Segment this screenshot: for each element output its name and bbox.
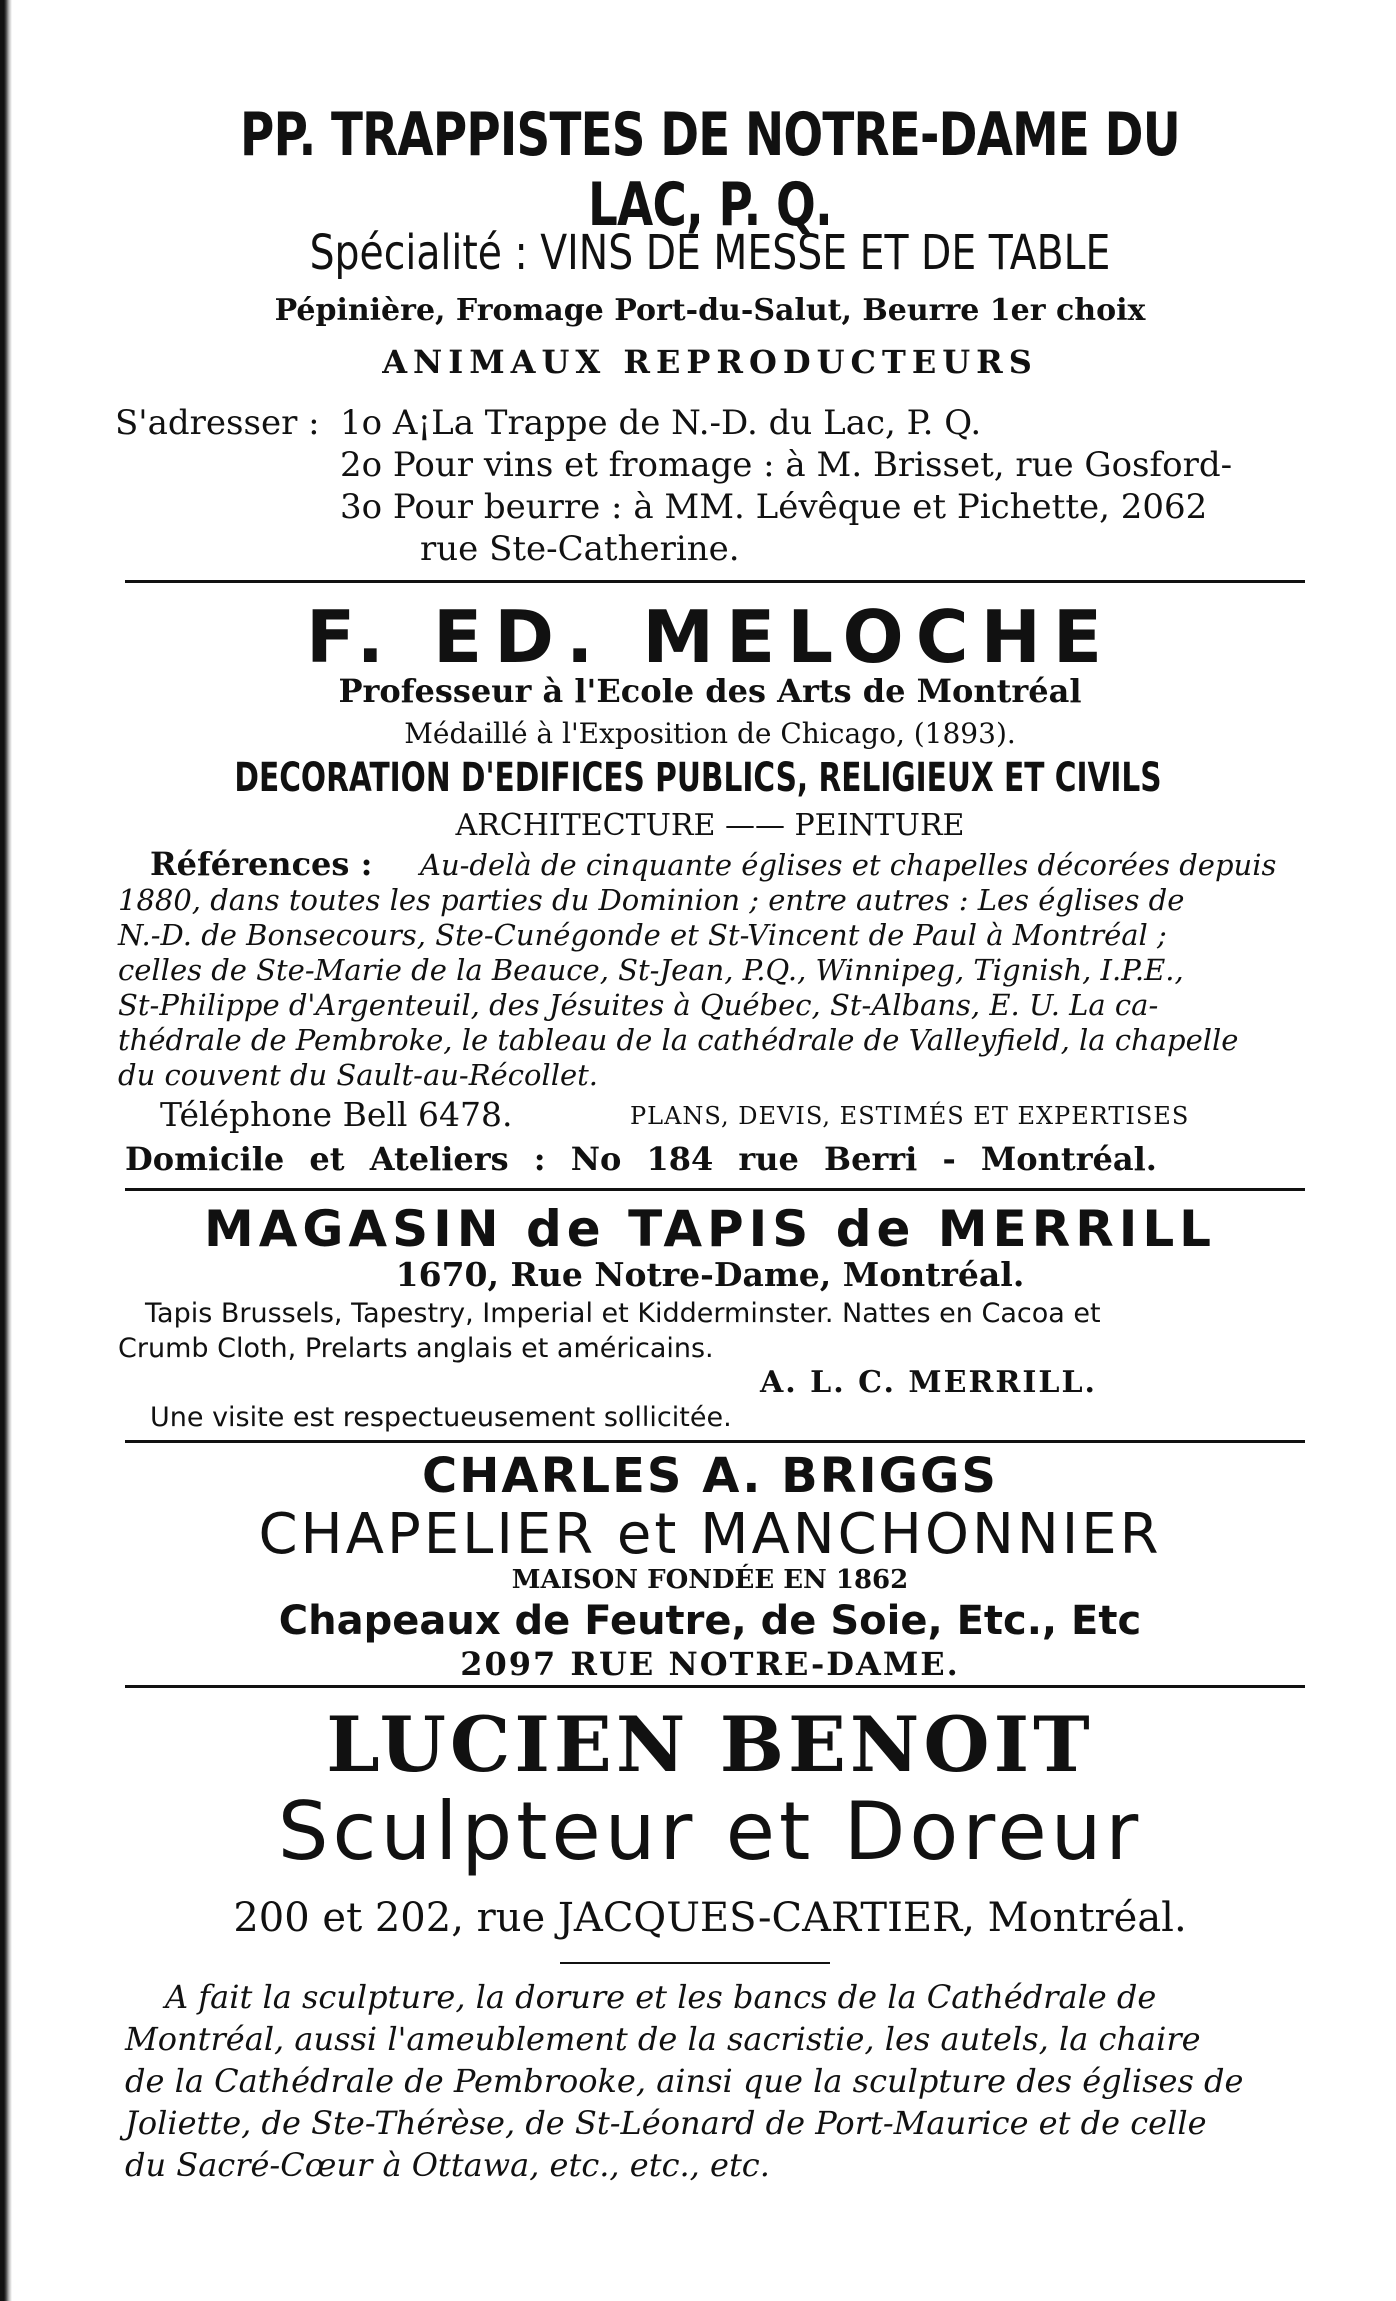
references-label: Références : xyxy=(150,845,373,883)
briggs-trade: CHAPELIER et MANCHONNIER xyxy=(258,1502,1162,1567)
benoit-desc-line: de la Cathédrale de Pembrooke, ainsi que la sculpture des églises de xyxy=(125,2062,1244,2100)
address-line: 1o A¡La Trappe de N.-D. du Lac, P. Q. xyxy=(340,403,982,443)
address-line: 2o Pour vins et fromage : à M. Brisset, rue Gosford- xyxy=(340,445,1233,485)
meloche-name: F. ED. MELOCHE xyxy=(305,595,1115,679)
references-line: N.-D. de Bonsecours, Ste-Cunégonde et St-Vincent de Paul à Montréal ; xyxy=(118,918,1167,952)
briggs-founded: MAISON FONDÉE EN 1862 xyxy=(511,1565,909,1595)
benoit-desc-line: du Sacré-Cœur à Ottawa, etc., etc., etc. xyxy=(125,2146,770,2184)
divider xyxy=(125,580,1305,583)
merrill-signature: A. L. C. MERRILL. xyxy=(760,1365,1097,1400)
references-line: St-Philippe d'Argenteuil, des Jésuites à Québec, St-Albans, E. U. La ca- xyxy=(118,988,1159,1022)
meloche-phone: Téléphone Bell 6478. xyxy=(160,1095,513,1134)
briggs-name: CHARLES A. BRIGGS xyxy=(422,1448,998,1504)
briggs-hats: Chapeaux de Feutre, de Soie, Etc., Etc xyxy=(278,1598,1142,1644)
meloche-role: Professeur à l'Ecole des Arts de Montréal xyxy=(338,672,1082,710)
references-line: celles de Ste-Marie de la Beauce, St-Jean, P.Q., Winnipeg, Tignish, I.P.E., xyxy=(118,953,1184,987)
references-line: 1880, dans toutes les parties du Dominion ; entre autres : Les églises de xyxy=(118,883,1185,917)
trappistes-specialty: Spécialité : VINS DE MESSE ET DE TABLE xyxy=(309,225,1111,281)
benoit-desc-line: A fait la sculpture, la dorure et les bancs de la Cathédrale de xyxy=(165,1978,1157,2016)
divider xyxy=(125,1188,1305,1191)
meloche-medal: Médaillé à l'Exposition de Chicago, (1893). xyxy=(404,717,1016,750)
benoit-desc-line: Montréal, aussi l'ameublement de la sacristie, les autels, la chaire xyxy=(125,2020,1201,2058)
benoit-address: 200 et 202, rue JACQUES-CARTIER, Montréal. xyxy=(233,1895,1187,1941)
address-line: rue Ste-Catherine. xyxy=(420,529,740,569)
briggs-address: 2097 RUE NOTRE-DAME. xyxy=(460,1645,960,1683)
short-divider xyxy=(560,1962,830,1964)
benoit-trade: Sculpteur et Doreur xyxy=(277,1785,1143,1878)
divider xyxy=(125,1685,1305,1688)
page-binding-edge xyxy=(0,0,12,2301)
meloche-domicile: Domicile et Ateliers : No 184 rue Berri - Montréal. xyxy=(125,1140,1157,1178)
address-line: 3o Pour beurre : à MM. Lévêque et Pichette, 2062 xyxy=(340,487,1208,527)
meloche-arch: ARCHITECTURE —— PEINTURE xyxy=(455,808,965,843)
references-line: du couvent du Sault-au-Récollet. xyxy=(118,1058,599,1092)
trappistes-products: Pépinière, Fromage Port-du-Salut, Beurre 1er choix xyxy=(274,293,1146,328)
merrill-visit: Une visite est respectueusement sollicitée. xyxy=(150,1402,732,1433)
merrill-address: 1670, Rue Notre-Dame, Montréal. xyxy=(395,1255,1025,1294)
benoit-name: LUCIEN BENOIT xyxy=(326,1700,1094,1789)
trappistes-title: PP. TRAPPISTES DE NOTRE-DAME DU LAC, P. Q. xyxy=(240,100,1180,240)
trappistes-animals: ANIMAUX REPRODUCTEURS xyxy=(382,343,1038,381)
meloche-plans: PLANS, DEVIS, ESTIMÉS ET EXPERTISES xyxy=(630,1102,1190,1130)
merrill-line: Crumb Cloth, Prelarts anglais et américains. xyxy=(118,1333,714,1364)
references-line: Au-delà de cinquante églises et chapelles décorées depuis xyxy=(420,848,1277,882)
references-line: thédrale de Pembroke, le tableau de la cathédrale de Valleyfield, la chapelle xyxy=(118,1023,1239,1057)
benoit-desc-line: Joliette, de Ste-Thérèse, de St-Léonard de Port-Maurice et de celle xyxy=(125,2104,1207,2142)
address-label: S'adresser : xyxy=(115,403,320,443)
merrill-title: MAGASIN de TAPIS de MERRILL xyxy=(203,1200,1217,1258)
divider xyxy=(125,1440,1305,1443)
meloche-decoration: DECORATION D'EDIFICES PUBLICS, RELIGIEUX ET CIVILS xyxy=(234,755,1162,801)
merrill-line: Tapis Brussels, Tapestry, Imperial et Kidderminster. Nattes en Cacoa et xyxy=(145,1298,1101,1329)
